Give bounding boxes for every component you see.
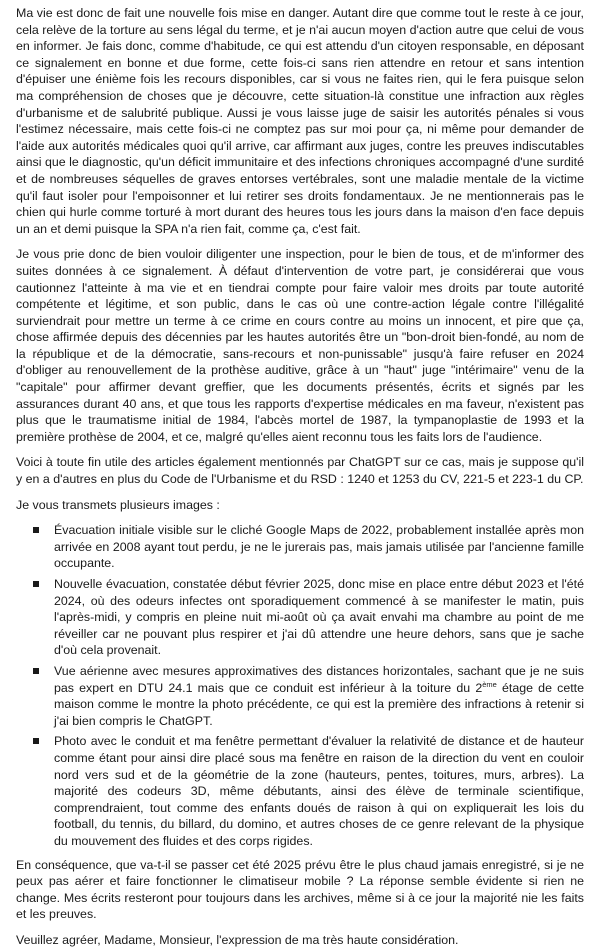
square-bullet-icon bbox=[33, 738, 39, 744]
paragraph-consequences: En conséquence, que va-t-il se passer cet été 2025 prévu être le plus chaud jamais enregistré, si je ne peux pas aérer et faire fonctionner le climatiseur mobile ? La réponse semble évidente si rien ne change. Mes écrits resteront pour toujours dans les archives, même si à ce jour la majorité nie les faits et les preuves. bbox=[16, 857, 584, 922]
square-bullet-icon bbox=[33, 527, 39, 533]
ordinal-superscript: ème bbox=[482, 679, 497, 689]
list-item-text-end: étage de cette maison comme le montre la photo précédente, ce qui est la première des infractions à retenir si j'ai bien compris le ChatGPT. bbox=[54, 680, 585, 728]
list-item-text-start: Vue aérienne avec mesures approximatives des distances horizontales, sachant que je ne suis pas expert en DTU 24.1 mais que ce conduit est inférieur à la toiture du 2 bbox=[54, 663, 584, 695]
list-item-text bbox=[54, 664, 584, 728]
closing-salutation: Veuillez agréer, Madame, Monsieur, l'expression de ma très haute considération. bbox=[16, 932, 459, 947]
image-list bbox=[16, 522, 584, 849]
square-bullet-icon bbox=[33, 581, 39, 587]
list-item bbox=[16, 733, 584, 849]
list-item-text: Nouvelle évacuation, constatée début février 2025, donc mise en place entre début 2023 et l'été 2024, où des odeurs infectes ont sporadiquement commencé à se manifester le matin, puis l'après-midi, y compris en pleine nuit mi-août où ça avait envahi ma chambre au point de me réveiller car ne pouvant plus respirer et j'ai dû attendre une heure dehors, sans que je sache d'où cela provenait. bbox=[54, 577, 584, 658]
paragraph-danger: Ma vie est donc de fait une nouvelle fois mise en danger. Autant dire que comme tout le reste à ce jour, cela relève de la torture au sens légal du terme, et je n'ai aucun moyen d'action autre que celui de vous en informer. Je fais donc, comme d'habitude, ce qui est attendu d'un citoyen responsable, en déposant ce signalement en bonne et due forme, cette fois-ci sans rien attendre en retour et sans intention d'épuiser une énième fois les recours disponibles, car si vous ne faites rien, qui le fera puisque selon ma compréhension de choses que je découvre, cette situation-là constitue une infraction aux règles d'urbanisme et de salubrité publique. Aussi je vous laisse juge de saisir les autorités pénales si vous l'estimez nécessaire, mais cette fois-ci ne comptez pas sur moi pour ça, ni même pour demander de l'aide aux autorités médicales quoi qu'il arrive, car affirmant aux juges, contre les preuves indiscutables ainsi que le diagnostic, qu'un déficit immunitaire et des infections chroniques accompagné d'une surdité et de nombreuses séquelles de graves entorses vertébrales, sont une maladie mentale de la victime qu'il faut isoler pour l'empoisonner et lui retirer ses droits fondamentaux. Je ne mentionnerais pas le chien qui hurle comme torturé à mort durant des heures tous les jours dans la maison d'en face depuis un an et demi puisque la SPA n'a rien fait, comme ça, c'est fait. bbox=[16, 6, 584, 236]
list-item bbox=[16, 522, 584, 572]
list-item bbox=[16, 576, 584, 659]
list-item-text: Photo avec le conduit et ma fenêtre permettant d'évaluer la relativité de distance et de hauteur comme étant pour ainsi dire placé sous ma fenêtre en raison de la direction du vent en couloir nord vers sud et de la géométrie de la zone (hauteurs, pentes, toitures, murs, arbres). La majorité des codeurs 3D, même débutants, ainsi des élève de terminale scientifique, comprendraient, tout comme des enfants doués de raison à qui on expliquerait les lois du football, du tennis, du billard, du domino, et autres choses de ce genre relevant de la physique du mouvement des fluides et des corps rigides. bbox=[54, 734, 584, 848]
paragraph-images-intro: Je vous transmets plusieurs images : bbox=[16, 497, 220, 512]
list-item bbox=[16, 663, 584, 729]
square-bullet-icon bbox=[33, 668, 39, 674]
list-item-text: Évacuation initiale visible sur le cliché Google Maps de 2022, probablement installée après mon arrivée en 2008 ayant tout perdu, je ne le jurerais pas, mais jamais utilisée par l'ancienne famille occupante. bbox=[54, 523, 584, 571]
paragraph-inspection-request: Je vous prie donc de bien vouloir diligenter une inspection, pour le bien de tous, et de m'informer des suites données à ce signalement. À défaut d'intervention de votre part, je considérerai que vous cautionnez l'atteinte à ma vie et en tiendrai compte pour faire valoir mes droits par toute autorité compétente et légitime, et son public, dans le cas où une contre-action légale contre l'illégalité surviendrait pour mettre un terme à ce crime en cours contre au moins un innocent, et pire que ça, chose affirmée depuis des décennies par les hautes autorités être un "bon-droit bien-fondé, au nom de la république et de la démocratie, sans-recours et non-punissable" jusqu'à faire refuser en 2024 d'obliger au renouvellement de la prothèse auditive, grâce à un "haut" juge "intérimaire" venu de la "capitale" pour affirmer devant greffier, que les documents présentés, écrits et signés par les assurances durant 40 ans, et que tous les rapports d'expertise médicales en ma faveur, n'existent pas plus que le traumatisme initial de 1984, l'abcès mortel de 1987, la tympanoplastie de 1993 et la première prothèse de 2004, et ce, malgré qu'elles aient reconnu tous les faits lors de l'audience. bbox=[16, 247, 584, 444]
paragraph-legal-articles: Voici à toute fin utile des articles également mentionnés par ChatGPT sur ce cas, mais je suppose qu'il y en a d'autres en plus du Code de l'Urbanisme et du RSD : 1240 et 1253 du CV, 221-5 et 223-1 du CP. bbox=[16, 455, 584, 487]
